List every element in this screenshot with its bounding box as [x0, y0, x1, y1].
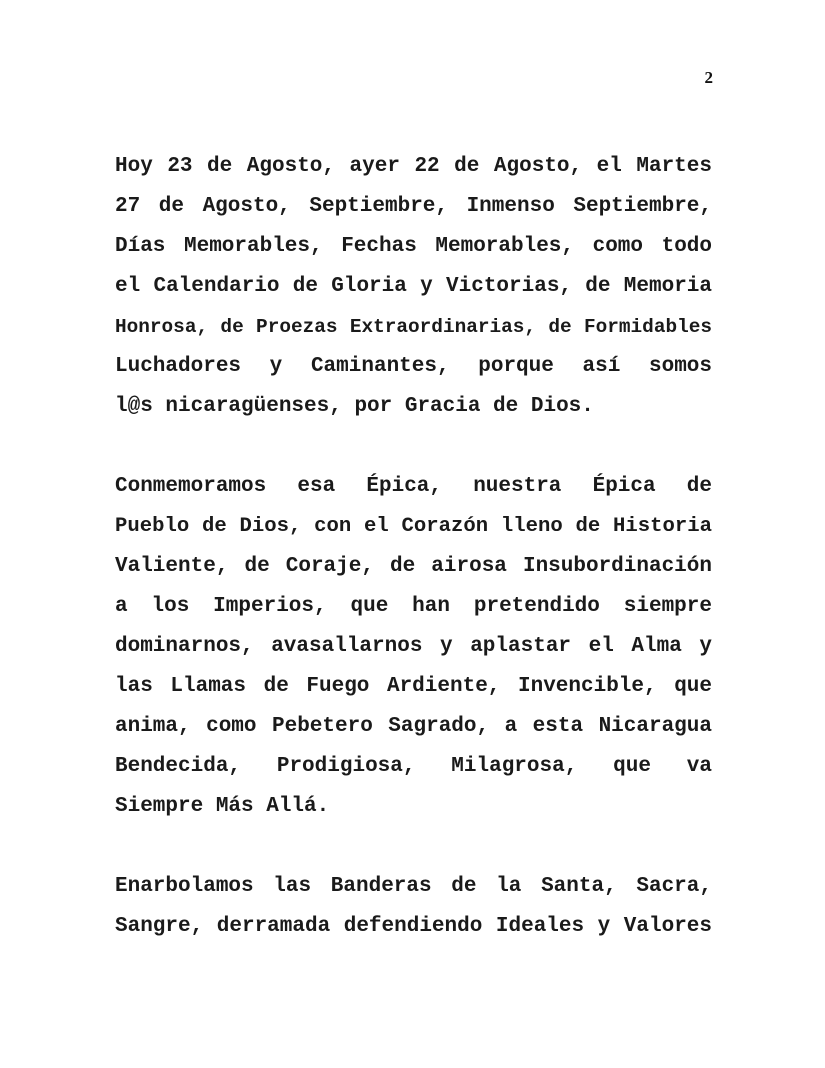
paragraph-line: Honrosa, de Proezas Extraordinarias, de Formidables: [115, 316, 712, 338]
paragraph-spacer: [115, 427, 712, 467]
paragraph-line: Valiente, de Coraje, de airosa Insubordinación: [115, 555, 712, 578]
paragraph-line: Conmemoramos esa Épica, nuestra Épica de: [115, 475, 712, 498]
paragraph-line: Días Memorables, Fechas Memorables, como todo: [115, 235, 712, 258]
page-number: 2: [704, 68, 713, 87]
paragraph-1: [115, 147, 712, 427]
paragraph-line: anima, como Pebetero Sagrado, a esta Nicaragua: [115, 715, 712, 738]
paragraph-spacer: [115, 827, 712, 867]
paragraph-line: Luchadores y Caminantes, porque así somos: [115, 355, 712, 378]
paragraph-line: Bendecida, Prodigiosa, Milagrosa, que va: [115, 755, 712, 778]
paragraph-line: Sangre, derramada defendiendo Ideales y Valores: [115, 915, 712, 938]
paragraph-line: Pueblo de Dios, con el Corazón lleno de Historia: [115, 515, 712, 538]
paragraph-3: [115, 867, 712, 947]
paragraph-line: a los Imperios, que han pretendido siempre: [115, 595, 712, 618]
paragraph-line: las Llamas de Fuego Ardiente, Invencible, que: [115, 675, 712, 698]
paragraph-line: l@s nicaragüenses, por Gracia de Dios.: [115, 395, 594, 418]
document-body: [115, 147, 712, 947]
paragraph-line: Siempre Más Allá.: [115, 795, 330, 818]
paragraph-line: Enarbolamos las Banderas de la Santa, Sacra,: [115, 875, 712, 898]
paragraph-line: el Calendario de Gloria y Victorias, de Memoria: [115, 275, 712, 298]
paragraph-line: 27 de Agosto, Septiembre, Inmenso Septiembre,: [115, 195, 712, 218]
paragraph-line: Hoy 23 de Agosto, ayer 22 de Agosto, el Martes: [115, 155, 712, 178]
paragraph-line: dominarnos, avasallarnos y aplastar el Alma y: [115, 635, 712, 658]
paragraph-2: [115, 467, 712, 827]
